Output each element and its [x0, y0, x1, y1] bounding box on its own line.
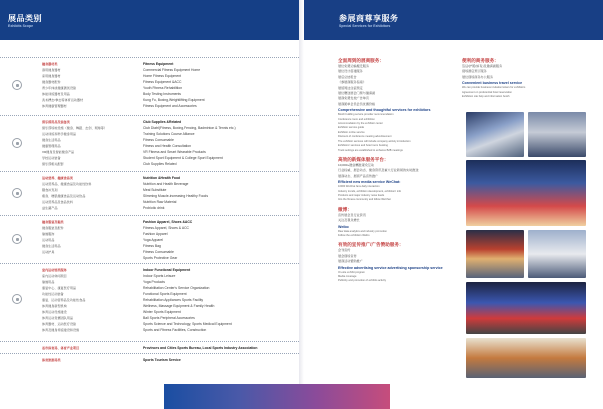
- club-icon: [12, 138, 22, 148]
- category-cn-heading: 省市体育局、体育产业项目: [42, 346, 80, 350]
- category-en-item: Student Sport Equipment & College Sport Equipment: [143, 156, 223, 160]
- category-en-heading: Provinces and Cities Sports Bureau, Local Sports Industry Association: [143, 346, 258, 350]
- service-en-item: Exhibitor service guide: [338, 126, 365, 130]
- services-column-2: [462, 57, 592, 99]
- category-cn-item: 运动用品: [42, 238, 55, 242]
- category-en-item: Nutrition Raw Material: [143, 200, 177, 204]
- service-en-heading: Convenient business travel service: [462, 81, 523, 86]
- category-en-list: [143, 119, 236, 167]
- category-cn-item: 运动营养品、健康食品及功能性饮料: [42, 182, 92, 186]
- service-en-item: Booth building service provider recommendation: [338, 113, 394, 117]
- category-cn-item: 俱乐部场地设施（健身、舞蹈、击剑、网球等）: [42, 126, 107, 130]
- category-cn-item: VR健身及智能健身产品: [42, 150, 75, 154]
- category-en-item: VR Fitness and Smart Wearable Products: [143, 150, 206, 154]
- category-en-list: [143, 219, 192, 261]
- category-cn-item: 家用健身器材: [42, 74, 61, 78]
- category-en-item: Fitness Consumable: [143, 138, 174, 142]
- category-en-heading: Fashion Apparel, Shoes &ACC: [143, 220, 193, 224]
- dumbbell-icon: [12, 80, 22, 90]
- service-en-heading: Efficient new media service WeChat:: [338, 180, 401, 185]
- service-item: 展会现场宣传: [338, 253, 357, 258]
- category-cn-item: 运动护具: [42, 250, 55, 254]
- category-en-item: Fitness and Health Consultation: [143, 144, 192, 148]
- exhibitor-services-title: 参展商尊享服务: [339, 14, 399, 23]
- category-en-item: Club Diatrl(Fitness, Boxing,Fencing, Badminton & Tennis etc.): [143, 126, 236, 130]
- service-en-item: Exhibitors' services and hotel room booking: [338, 144, 388, 148]
- category-cn-heading: 健身服装及鞋类: [42, 220, 64, 224]
- category-en-item: Meal Substitute: [143, 188, 167, 192]
- category-en-list: [143, 357, 181, 363]
- category-en-item: Yoga Products: [143, 280, 165, 284]
- category-cn-item: 体能训练器材及用品: [42, 92, 70, 96]
- category-en-item: Rehabilitation Center's Service Organization: [143, 286, 210, 290]
- service-en-item: Exhibition site help and information booth: [462, 95, 510, 99]
- service-en-item: Agreement on preferential hotel reservation: [462, 90, 512, 94]
- service-heading: 微博：: [338, 206, 352, 212]
- services-column-1: [338, 57, 458, 284]
- category-en-item: Fitness Equipment and Accessories: [143, 104, 197, 108]
- category-cn-item: 瑜伽服饰: [42, 232, 55, 236]
- service-item: 展馆周边住宿预定: [338, 85, 363, 90]
- service-heading: 高效的新媒体服务平台：: [338, 156, 389, 162]
- category-row-indoor-functional: [0, 263, 299, 335]
- exhibitor-services-header: [304, 0, 603, 40]
- category-cn-heading: 俱乐部用品及装备类: [42, 120, 70, 124]
- service-en-item: On-site exhibit program: [338, 270, 365, 274]
- service-item: 展商动态、展商产品宣传推广: [338, 173, 379, 178]
- service-item: 展位免费运输搬迁服务: [338, 64, 369, 68]
- service-item: 展位设计搭建服务: [338, 69, 363, 74]
- category-en-item: Fitness Equipment &ACC: [143, 80, 182, 84]
- service-en-heading: Effective advertising service advertising sponsorship service: [338, 265, 443, 270]
- category-en-item: Fashion Apparel: [143, 232, 168, 236]
- category-cn-list: [42, 119, 107, 167]
- service-en-item: Accommodation by the exhibitor center: [338, 122, 383, 126]
- service-item: 签证/护照(如有)及邀请函服务: [462, 64, 503, 68]
- category-cn-item: 康复、运动营养品及功能性食品: [42, 298, 86, 302]
- service-item: 宣传展会及行业资讯: [338, 212, 366, 217]
- service-en-item: Discount of conference meeting advertisement: [338, 135, 392, 139]
- category-en-item: Kung Fu, Boxing,Weightlifting Equipment: [143, 98, 205, 102]
- category-cn-item: 商用健身器材: [42, 68, 61, 72]
- category-cn-heading: 运动营养、健康食品类: [42, 176, 73, 180]
- service-en-item: Products and major industry news feeds: [338, 193, 385, 197]
- shirt-icon: [12, 234, 22, 244]
- category-en-item: Youth Fitness Rehabilition: [143, 86, 183, 90]
- category-en-item: Nutrition and Health Beverage: [143, 182, 189, 186]
- category-en-item: Fitness Consumable: [143, 250, 174, 254]
- service-heading: 全面周到的展商服务：: [338, 58, 384, 63]
- service-item: 会刊宣传: [338, 248, 351, 253]
- category-cn-item: 武术搏击/拳击等体育运动器材: [42, 98, 84, 102]
- category-en-item: Club Supplies Related: [143, 162, 177, 166]
- category-cn-item: 健康管理用品: [42, 144, 61, 148]
- service-en-heading: Weibo: [338, 224, 349, 229]
- nutrition-icon: [12, 188, 22, 198]
- service-heading: 有效的宣传推广/广告赞助服务：: [338, 242, 404, 248]
- category-cn-item: 功能性运动装备: [42, 292, 64, 296]
- category-en-item: Yoga Apparel: [143, 238, 164, 242]
- category-row-nutrition: [0, 171, 299, 215]
- exhibition-photo: [466, 230, 524, 278]
- exhibition-photo: [528, 112, 586, 157]
- category-cn-list: [42, 219, 64, 255]
- category-cn-item: 体育健身新型机构: [42, 304, 67, 308]
- category-en-item: Commercial Fitness Equipment Home: [143, 68, 201, 72]
- category-cn-item: 益生菌产品: [42, 206, 58, 210]
- exhibition-photo: [466, 338, 586, 378]
- service-heading: 便利的商务服务：: [462, 58, 499, 63]
- category-en-heading: Sports Tourism Service: [143, 358, 181, 362]
- service-item: 行业权威、展会动态、健身资讯及重大行业新闻的实时推送: [338, 168, 419, 173]
- category-en-item: Home Fitness Equipment: [143, 74, 182, 78]
- category-cn-item: 健身生活用品: [42, 138, 61, 142]
- category-cn-item: 运动营养品及食品饮料: [42, 200, 73, 204]
- category-cn-list: [42, 357, 61, 363]
- service-en-item: Conference room and exhibition: [338, 117, 375, 121]
- exhibits-scope-title: 展品类别: [8, 14, 42, 23]
- category-en-item: Sports and Fitness Facilities, Construction: [143, 328, 207, 332]
- category-row-sports-tourism: [0, 353, 299, 365]
- category-row-club-supplies: [0, 115, 299, 171]
- category-cn-item: 青少年体质健康测试设备: [42, 86, 77, 90]
- category-en-heading: Fitness Equipment: [143, 62, 174, 66]
- service-en-item: Exhibitor online service: [338, 130, 365, 134]
- category-en-item: Fitness Bag: [143, 244, 161, 248]
- service-item: 展位赠送展会门票与邀请函: [338, 91, 376, 96]
- exhibition-photo: [466, 282, 586, 334]
- indoor-sports-icon: [12, 294, 22, 304]
- exhibition-photo: [466, 160, 586, 226]
- category-cn-item: 体育器材、运动医疗设备: [42, 322, 77, 326]
- service-item: 展商免费发放广告单页: [338, 96, 369, 101]
- category-cn-item: 健身生活用品: [42, 244, 61, 248]
- category-cn-heading: 体育旅游局类: [42, 358, 61, 362]
- service-item: 展后总结报告: [338, 74, 357, 79]
- category-en-item: Fitness Apparel, Shoes & ACC: [143, 226, 189, 230]
- service-en-item: Follow the exhibition Weibo: [338, 233, 370, 237]
- page-fold: [299, 0, 304, 409]
- category-cn-list: [42, 267, 85, 333]
- category-cn-item: 健身器材配件: [42, 80, 61, 84]
- category-en-item: Body Testing Instruments: [143, 92, 182, 96]
- category-en-item: Functional Sports Equipment: [143, 292, 187, 296]
- category-cn-heading: 健身器材类: [42, 62, 58, 66]
- category-en-heading: Indoor Functional Equipment: [143, 268, 191, 272]
- category-en-item: Winter Sports Equipment: [143, 310, 181, 314]
- category-cn-item: 俱乐部相关配套: [42, 162, 64, 166]
- category-cn-list: [42, 345, 79, 351]
- exhibition-photo: [466, 112, 524, 157]
- service-item: 展商团单会员会员优惠价格: [338, 101, 376, 106]
- service-en-item: Publicity and promotion of exhibits activity: [338, 279, 387, 283]
- category-en-list: [143, 267, 232, 333]
- category-cn-list: [42, 61, 83, 109]
- service-en-item: The exhibitor services will include company activity introduction: [338, 139, 411, 143]
- category-cn-item: 体育及健身场馆建设和设施: [42, 328, 80, 332]
- service-en-item: 10000 WeChat fans daily interaction: [338, 185, 380, 189]
- service-item: 10,000+微信精准观众互动: [338, 162, 375, 167]
- category-cn-item: 运动训练和科学健身用品: [42, 132, 77, 136]
- service-item: 现场酒店预订服务: [462, 69, 487, 74]
- category-en-item: Ball Sports Peripheral Accessories: [143, 316, 195, 320]
- exhibition-photo: [528, 230, 586, 278]
- category-cn-item: 瘦身、增肌健康食品及运动饮品: [42, 194, 86, 198]
- service-en-item: We can provide business invitation letters for exhibitors: [462, 86, 526, 90]
- category-row-fitness-equipment: [0, 57, 299, 115]
- category-cn-item: 体育运动设施建设: [42, 310, 67, 314]
- service-item: 《参展商服务指南》: [338, 80, 366, 85]
- category-cn-item: 健身服装及配件: [42, 226, 64, 230]
- category-en-item: Training Solutions Course Alliance: [143, 132, 195, 136]
- category-en-list: [143, 61, 205, 109]
- category-row-sports-bureau: [0, 341, 299, 353]
- category-cn-list: [42, 175, 92, 211]
- service-en-item: Media coverage: [338, 275, 357, 278]
- exhibits-scope-subtitle: Exhibits Scope: [8, 24, 34, 28]
- category-en-item: Slimming Muscle-increasing Healthy Foods: [143, 194, 209, 198]
- service-item: 关注及观众增长: [338, 218, 360, 223]
- category-en-item: Sports Science and Technology, Sports Medical Equipment: [143, 322, 232, 326]
- service-item: 展位现场商务办公服务: [462, 74, 493, 79]
- category-en-item: Wellness, Massage Equipment & Family Health: [143, 304, 215, 308]
- category-en-list: [143, 175, 208, 211]
- category-cn-item: 康复中心、康复医疗用品: [42, 286, 77, 290]
- category-en-heading: Club Supplies &Related: [143, 120, 182, 124]
- category-cn-item: 体育运动竞赛团队用品: [42, 316, 73, 320]
- category-row-apparel: [0, 215, 299, 263]
- service-en-heading: Comprehensive and thoughtful services for exhibitors: [338, 108, 431, 113]
- bottom-gradient-bar: [164, 384, 390, 409]
- category-en-item: Probiotic drink: [143, 206, 165, 210]
- exhibitor-services-subtitle: Special Services for Exhibitors: [339, 24, 391, 28]
- category-cn-item: 体育健康管理器材: [42, 104, 67, 108]
- service-en-item: Track settings are established to enhance B2B meetings: [338, 148, 403, 152]
- category-cn-item: 室内运动休闲项目: [42, 274, 67, 278]
- category-cn-item: 瑜伽用品: [42, 280, 55, 284]
- service-item: 展商活动赞助推广: [338, 259, 363, 264]
- category-en-heading: Nutrition &Health Food: [143, 176, 181, 180]
- category-cn-heading: 室内运动馆类服务: [42, 268, 67, 272]
- category-cn-item: 学校运动装备: [42, 156, 61, 160]
- service-en-item: Raw data analytics and industry promotion: [338, 229, 387, 233]
- category-en-item: Sports Protective Gear: [143, 256, 178, 260]
- exhibits-scope-header: [0, 0, 299, 40]
- category-cn-item: 膳食补充剂: [42, 188, 58, 192]
- category-en-item: Indoor Sports Leisure: [143, 274, 176, 278]
- category-en-item: Rehabilitation Appliances Sports Facility: [143, 298, 204, 302]
- service-en-item: Into the fitness community and follow WeChat: [338, 198, 391, 202]
- category-en-list: [143, 345, 257, 351]
- service-en-item: Industry trends, exhibition development, exhibitors' info: [338, 189, 402, 193]
